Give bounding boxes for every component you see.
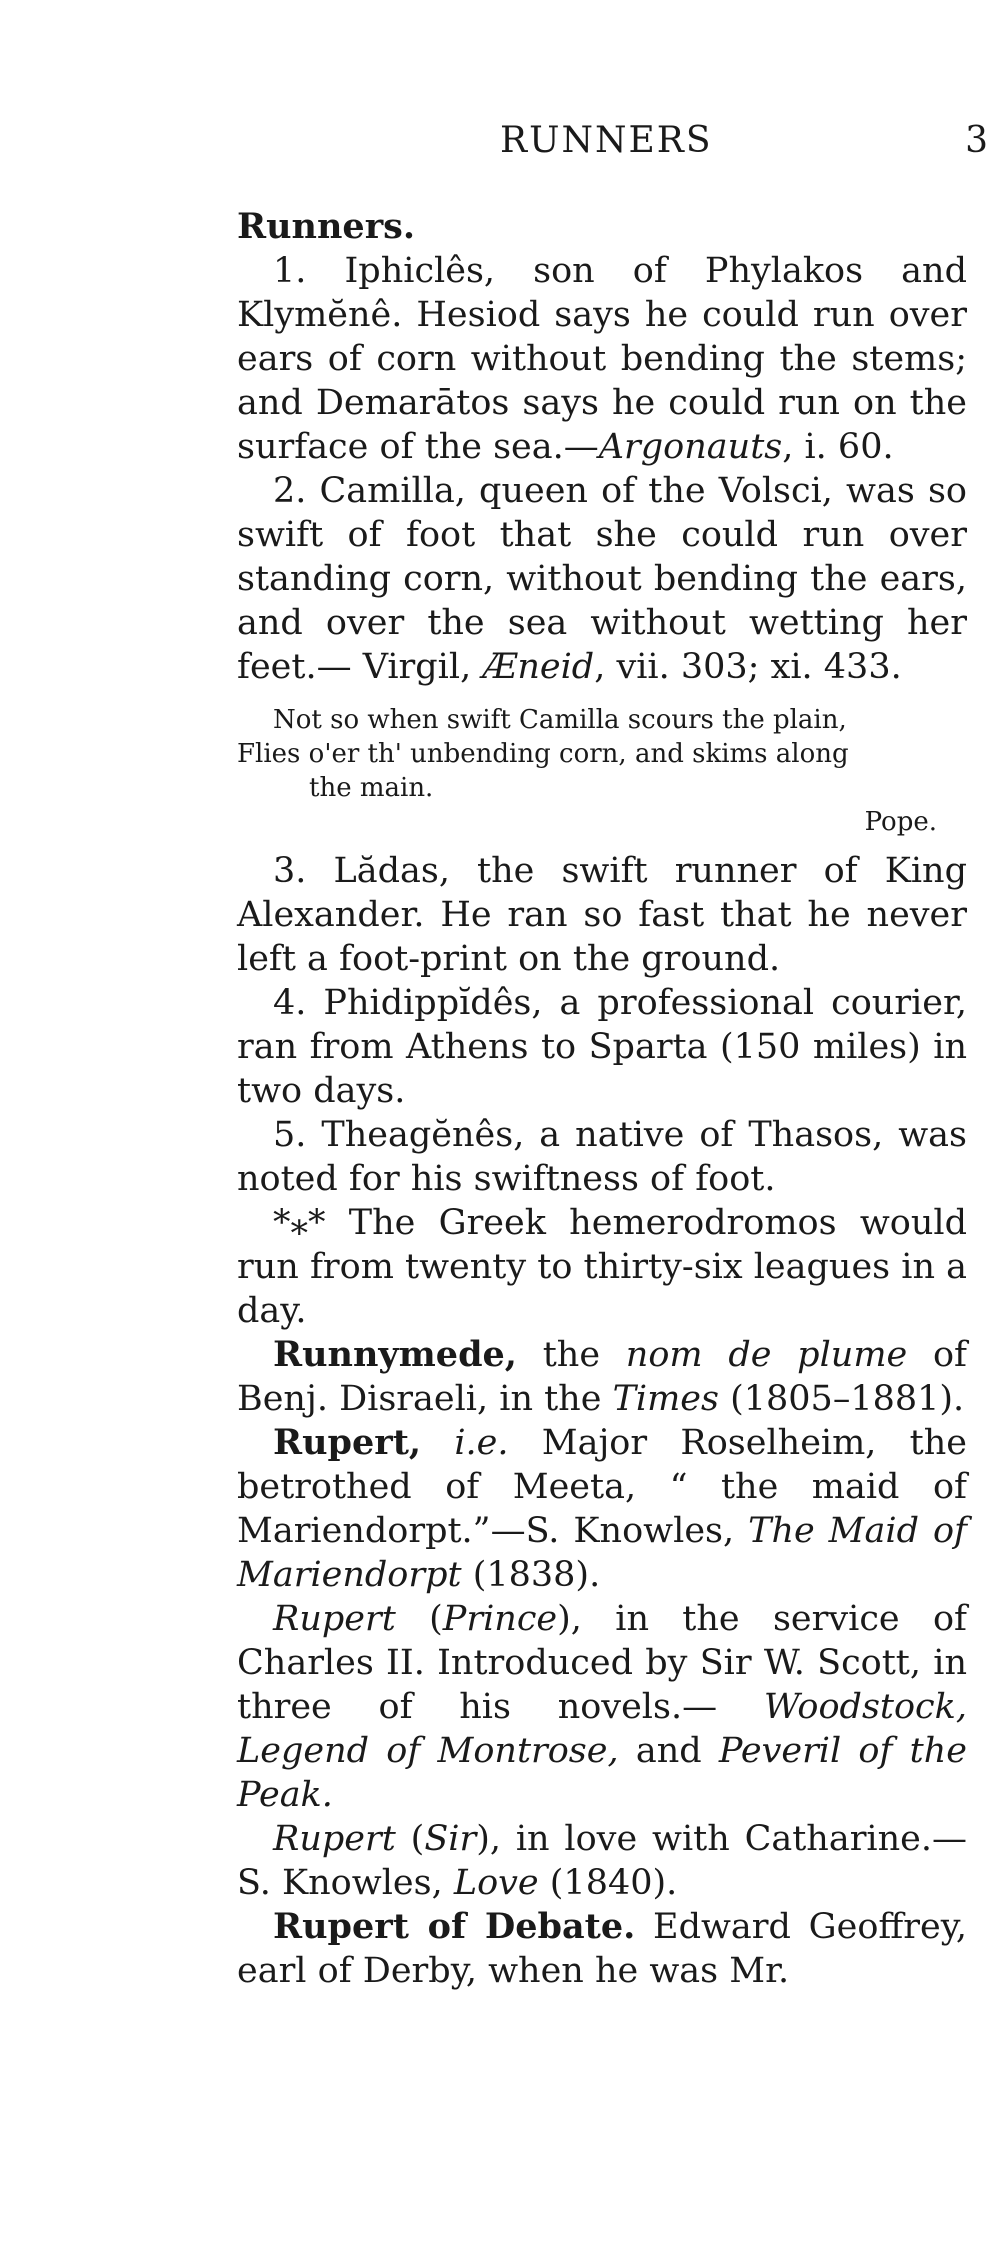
running-head	[0, 120, 1000, 180]
verse-quote	[237, 703, 967, 839]
runners-item-1-text: 1. Iphiclês, son of Phylakos and Klymĕnê. Hesiod says he could run over ears of corn without bending the stems; and Demarātos says he could run on the surface of the sea.—	[237, 251, 967, 467]
entry-text: (	[395, 1599, 443, 1639]
runners-item-2-text: 2. Camilla, queen of the Volsci, was so swift of foot that she could run over standing corn, without bending the ears, and over the sea without wetting her feet.— Virgil,	[237, 471, 967, 687]
entry-rupert-sir	[237, 1817, 967, 1905]
entry-rupert-prince	[237, 1597, 967, 1817]
entry-rupert-of-debate	[237, 1905, 967, 1993]
running-title: RUNNERS	[500, 120, 713, 161]
runners-item-2	[237, 469, 967, 689]
entry-term-runnymede: Runnymede,	[273, 1334, 517, 1375]
entry-italic: Woodstock, Legend of Montrose,	[237, 1687, 967, 1771]
runners-item-2-ref: , vii. 303; xi. 433.	[594, 647, 902, 687]
entry-italic: Sir	[424, 1819, 477, 1859]
entry-term-rupert-sir: Rupert	[273, 1819, 396, 1859]
runners-item-3: 3. Lădas, the swift runner of King Alexander. He ran so fast that he never left a foot-print on the ground.	[237, 851, 967, 979]
entry-text: and	[618, 1731, 719, 1771]
text-column	[237, 205, 967, 1993]
entry-runnymede	[237, 1333, 967, 1421]
asterism-mark: *⁎*	[273, 1203, 326, 1243]
entry-italic: i.e.	[421, 1423, 509, 1463]
entry-italic: The Maid of Mariendorpt	[237, 1511, 967, 1595]
entry-text: (1840).	[538, 1863, 678, 1903]
entry-text: (1838).	[461, 1555, 601, 1595]
runners-item-1-ref: , i. 60.	[782, 427, 894, 467]
entry-rupert	[237, 1421, 967, 1597]
entry-term-rupert: Rupert,	[273, 1422, 422, 1463]
verse-line-1: Not so when swift Camilla scours the plain,	[273, 705, 847, 735]
page-number: 3	[965, 120, 988, 161]
entry-text: ), in the service of Charles II. Introduced by Sir W. Scott, in three of his novels.—	[237, 1599, 967, 1727]
entry-italic: Love	[453, 1863, 539, 1903]
entry-text: Edward Geoffrey, earl of Derby, when he was Mr.	[237, 1907, 967, 1991]
verse-line-3: the main.	[309, 773, 434, 803]
entry-italic: nom de plume	[625, 1335, 908, 1375]
entry-italic: Prince	[442, 1599, 558, 1639]
entry-text: (1805–1881).	[718, 1379, 965, 1419]
runners-note-text: The Greek hemerodromos would run from twenty to thirty-six leagues in a day.	[237, 1203, 967, 1331]
entry-heading-runners: Runners.	[237, 206, 416, 247]
entry-text: Major Roselheim, the betrothed of Meeta, “ the maid of Mariendorpt.”—S. Knowles,	[237, 1423, 967, 1551]
runners-item-5: 5. Theagĕnês, a native of Thasos, was noted for his swiftness of foot.	[237, 1115, 967, 1199]
entry-text: the	[517, 1335, 626, 1375]
runners-note	[237, 1201, 967, 1333]
entry-italic: Times	[612, 1379, 719, 1419]
runners-item-2-source: Æneid	[482, 647, 595, 687]
runners-item-1-source: Argonauts	[598, 427, 783, 467]
entry-term-rupert-prince: Rupert	[273, 1599, 396, 1639]
entry-text: of Benj. Disraeli, in the	[237, 1335, 967, 1419]
entry-italic: Peveril of the Peak.	[237, 1731, 967, 1815]
runners-item-1	[237, 249, 967, 469]
entry-term-rupert-of-debate: Rupert of Debate.	[273, 1906, 636, 1947]
verse-line-2: Flies o'er th' unbending corn, and skims along	[237, 739, 849, 769]
verse-attribution: Pope.	[864, 807, 937, 837]
entry-text: (	[395, 1819, 425, 1859]
entry-text: ), in love with Catharine.— S. Knowles,	[237, 1819, 968, 1903]
runners-item-4: 4. Phidippĭdês, a professional courier, ran from Athens to Sparta (150 miles) in two days.	[237, 983, 967, 1111]
